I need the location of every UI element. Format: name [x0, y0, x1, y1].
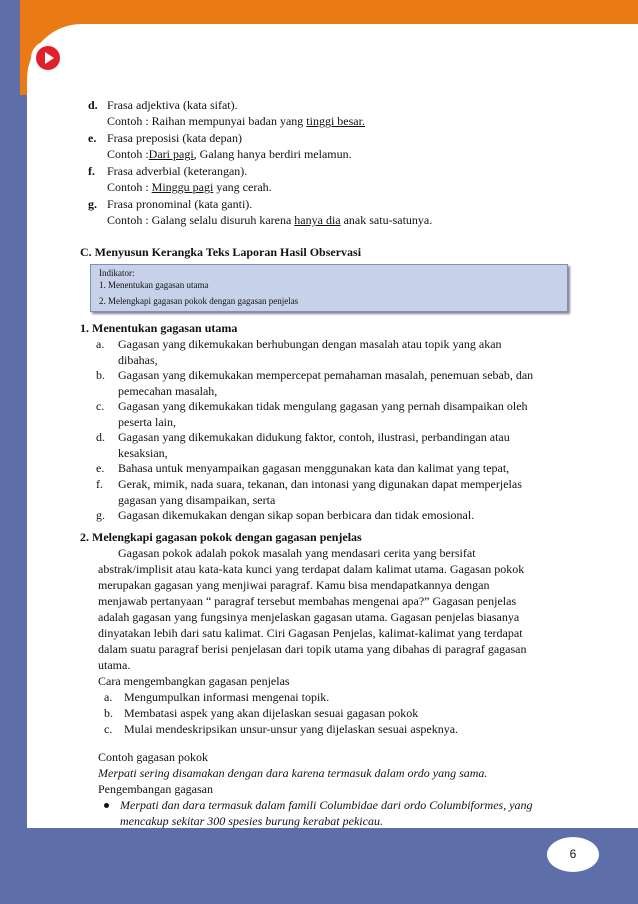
- list-marker: a.: [104, 690, 113, 704]
- frasa-example: Contoh :Dari pagi, Galang hanya berdiri melamun.: [107, 147, 352, 161]
- list-item: pemecahan masalah,: [118, 384, 218, 398]
- frasa-letter: f.: [88, 164, 95, 178]
- list-marker: e.: [96, 461, 105, 475]
- paragraph-line: abstrak/implisit atau kata-kata kunci yang terdapat dalam kalimat utama. Gagasan pokok: [98, 562, 525, 576]
- page-number: 6: [547, 837, 599, 872]
- indikator-label: Indikator:: [99, 268, 135, 278]
- frasa-title: Frasa preposisi (kata depan): [107, 131, 242, 145]
- list-marker: c.: [104, 722, 113, 736]
- frasa-example: Contoh : Raihan mempunyai badan yang tinggi besar.: [107, 114, 365, 128]
- contoh-text: Merpati sering disamakan dengan dara karena termasuk dalam ordo yang sama.: [98, 766, 488, 780]
- list-item: Gagasan yang dikemukakan mempercepat pemahaman masalah, penemuan sebab, dan: [118, 368, 534, 382]
- paragraph-line: dinyatakan lebih dari satu kalimat. Ciri Gagasan Penjelas, kalimat-kalimat yang terdapat: [98, 626, 523, 640]
- list-item: Membatasi aspek yang akan dijelaskan sesuai gagasan pokok: [124, 706, 419, 720]
- cara-heading: Cara mengembangkan gagasan penjelas: [98, 674, 290, 688]
- list-item: Bahasa untuk menyampaikan gagasan menggunakan kata dan kalimat yang tepat,: [118, 461, 510, 475]
- frasa-example: Contoh : Galang selalu disuruh karena hanya dia anak satu-satunya.: [107, 213, 433, 227]
- subsection-heading: 1. Menentukan gagasan utama: [80, 321, 238, 335]
- list-item: Gagasan yang dikemukakan didukung faktor, contoh, ilustrasi, perbandingan atau: [118, 430, 510, 444]
- paragraph-line: Gagasan pokok adalah pokok masalah yang mendasari cerita yang bersifat: [118, 546, 476, 560]
- list-item: dibahas,: [118, 353, 158, 367]
- list-item: Gagasan yang dikemukakan berhubungan dengan masalah atau topik yang akan: [118, 337, 502, 351]
- indikator-item: 2. Melengkapi gagasan pokok dengan gagasan penjelas: [99, 296, 299, 306]
- frasa-title: Frasa pronominal (kata ganti).: [107, 197, 253, 211]
- subsection-heading: 2. Melengkapi gagasan pokok dengan gagasan penjelas: [80, 530, 362, 544]
- paragraph-line: adalah gagasan yang fungsinya menjelaskan gagasan utama. Gagasan penjelas biasanya: [98, 610, 520, 624]
- bullet-text: Merpati dan dara termasuk dalam famili Columbidae dari ordo Columbiformes, yang: [120, 798, 533, 812]
- list-item: Gagasan yang dikemukakan tidak mengulang gagasan yang pernah disampaikan oleh: [118, 399, 528, 413]
- frasa-letter: e.: [88, 131, 97, 145]
- list-item: kesaksian,: [118, 446, 168, 460]
- list-marker: b.: [96, 368, 105, 382]
- pengembangan-label: Pengembangan gagasan: [98, 782, 213, 796]
- list-marker: g.: [96, 508, 105, 522]
- section-heading: C. Menyusun Kerangka Teks Laporan Hasil Observasi: [80, 245, 362, 259]
- list-item: Gerak, mimik, nada suara, tekanan, dan intonasi yang digunakan dapat memperjelas: [118, 477, 522, 491]
- frasa-title: Frasa adjektiva (kata sifat).: [107, 98, 238, 112]
- list-item: gagasan yang disampaikan, serta: [118, 493, 276, 507]
- list-marker: b.: [104, 706, 113, 720]
- contoh-label: Contoh gagasan pokok: [98, 750, 208, 764]
- paragraph-line: menjawab pertanyaan “ paragraf tersebut membahas mengenai apa?” Gagasan penjelas: [98, 594, 517, 608]
- paragraph-line: utama.: [98, 658, 131, 672]
- bullet-icon: [104, 803, 109, 808]
- frasa-title: Frasa adverbial (keterangan).: [107, 164, 248, 178]
- frasa-letter: d.: [88, 98, 98, 112]
- list-marker: f.: [96, 477, 103, 491]
- list-item: Mengumpulkan informasi mengenai topik.: [124, 690, 330, 704]
- bullet-text: mencakup sekitar 300 spesies burung kerabat pekicau.: [120, 814, 383, 828]
- list-marker: a.: [96, 337, 105, 351]
- frasa-letter: g.: [88, 197, 97, 211]
- list-item: Mulai mendeskripsikan unsur-unsur yang dijelaskan sesuai aspeknya.: [124, 722, 459, 736]
- paragraph-line: merupakan gagasan yang menjiwai paragraf. Kamu bisa mendapatkannya dengan: [98, 578, 490, 592]
- indikator-item: 1. Menentukan gagasan utama: [99, 280, 209, 290]
- list-marker: c.: [96, 399, 105, 413]
- indikator-box: [90, 264, 568, 312]
- list-marker: d.: [96, 430, 105, 444]
- list-item: Gagasan dikemukakan dengan sikap sopan berbicara dan tidak emosional.: [118, 508, 475, 522]
- list-item: peserta lain,: [118, 415, 176, 429]
- frasa-example: Contoh : Minggu pagi yang cerah.: [107, 180, 272, 194]
- paragraph-line: dalam suatu paragraf berisi penjelasan dari topik utama yang dibahas di paragraf gagasan: [98, 642, 527, 656]
